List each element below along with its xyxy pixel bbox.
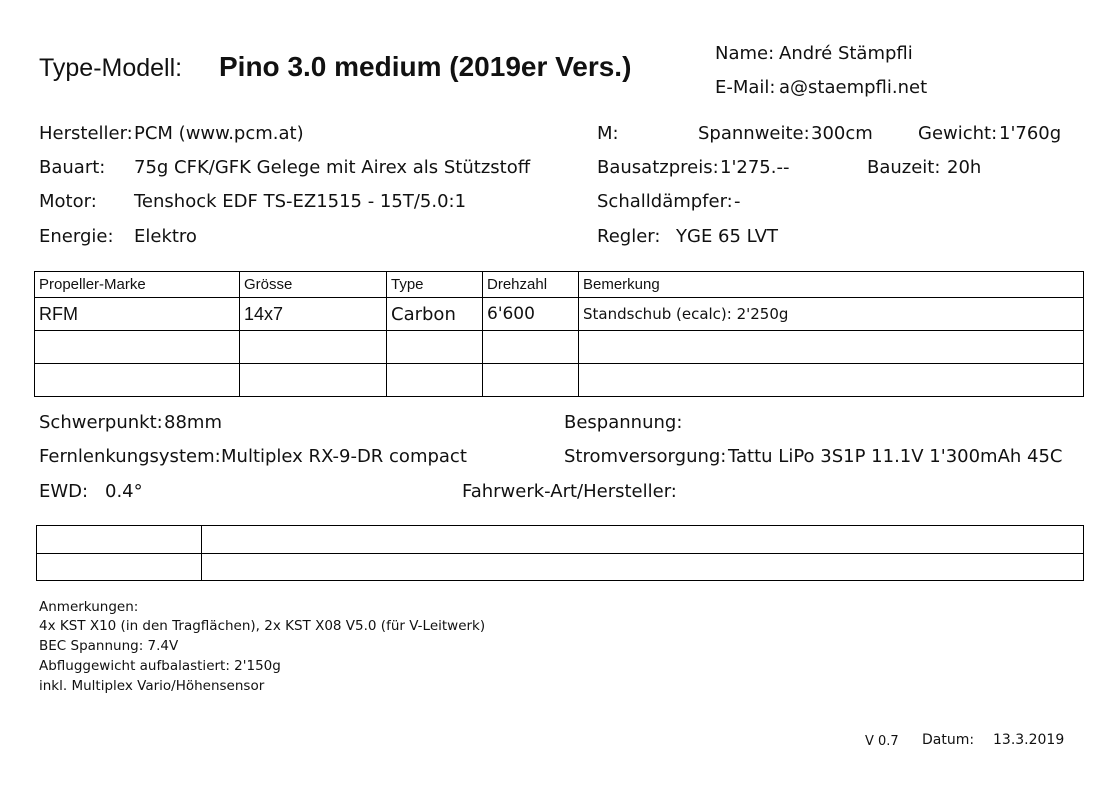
notes-line: Abfluggewicht aufbalastiert: 2'150g xyxy=(39,658,281,674)
cell-empty xyxy=(202,554,1084,581)
header-drehzahl: Drehzahl xyxy=(483,272,579,298)
cell-empty xyxy=(35,331,240,364)
header-bemerkung: Bemerkung xyxy=(579,272,1084,298)
header-propeller-marke: Propeller-Marke xyxy=(35,272,240,298)
fahrwerk-table xyxy=(36,525,1084,581)
spannweite-label: Spannweite: xyxy=(698,123,810,144)
fernlenkung-label: Fernlenkungsystem: xyxy=(39,446,221,467)
regler-label: Regler: xyxy=(597,226,661,247)
table-row xyxy=(35,331,1084,364)
notes-line: BEC Spannung: 7.4V xyxy=(39,638,179,654)
cell-empty xyxy=(35,364,240,397)
regler-value: YGE 65 LVT xyxy=(676,226,779,247)
cell-type: Carbon xyxy=(387,298,483,331)
type-model-value: Pino 3.0 medium (2019er Vers.) xyxy=(219,51,632,82)
schalldaempfer-value: - xyxy=(734,191,741,212)
cell-empty xyxy=(579,331,1084,364)
energie-label: Energie: xyxy=(39,226,114,247)
cell-empty xyxy=(240,364,387,397)
fernlenkung-value: Multiplex RX-9-DR compact xyxy=(221,446,467,467)
datum-value: 13.3.2019 xyxy=(993,732,1065,748)
propeller-table xyxy=(34,271,1084,397)
schwerpunkt-value: 88mm xyxy=(164,412,222,433)
cell-empty xyxy=(483,331,579,364)
cell-empty xyxy=(387,331,483,364)
bauzeit-label: Bauzeit: xyxy=(867,157,941,178)
table-row xyxy=(35,298,1084,331)
cell-empty xyxy=(37,526,202,554)
motor-label: Motor: xyxy=(39,191,97,212)
gewicht-label: Gewicht: xyxy=(918,123,998,144)
name-value: André Stämpfli xyxy=(779,43,913,64)
cell-groesse: 14x7 xyxy=(240,298,387,331)
cell-empty xyxy=(202,526,1084,554)
motor-value: Tenshock EDF TS-EZ1515 - 15T/5.0:1 xyxy=(134,191,467,212)
name-label: Name: xyxy=(715,43,775,64)
table-row xyxy=(37,554,1084,581)
email-value: a@staempfli.net xyxy=(779,77,928,98)
gewicht-value: 1'760g xyxy=(999,123,1062,144)
stromversorgung-label: Stromversorgung: xyxy=(564,446,727,467)
ewd-label: EWD: xyxy=(39,481,89,502)
hersteller-label: Hersteller: xyxy=(39,123,133,144)
bespannung-label: Bespannung: xyxy=(564,412,683,433)
bausatzpreis-value: 1'275.-- xyxy=(720,157,790,178)
email-label: E-Mail: xyxy=(715,77,776,98)
header-type: Type xyxy=(387,272,483,298)
cell-drehzahl: 6'600 xyxy=(483,298,579,331)
stromversorgung-value: Tattu LiPo 3S1P 11.1V 1'300mAh 45C xyxy=(728,446,1063,467)
spannweite-value: 300cm xyxy=(811,123,873,144)
cell-empty xyxy=(579,364,1084,397)
datum-label: Datum: xyxy=(922,732,975,748)
notes-line: 4x KST X10 (in den Tragflächen), 2x KST X08 V5.0 (für V-Leitwerk) xyxy=(39,618,486,634)
table-header-row xyxy=(35,272,1084,298)
cell-bemerkung: Standschub (ecalc): 2'250g xyxy=(579,298,1084,331)
bauzeit-value: 20h xyxy=(947,157,982,178)
schwerpunkt-label: Schwerpunkt: xyxy=(39,412,163,433)
bausatzpreis-label: Bausatzpreis: xyxy=(597,157,719,178)
bauart-label: Bauart: xyxy=(39,157,106,178)
version-label: V 0.7 xyxy=(865,734,899,749)
fahrwerk-label: Fahrwerk-Art/Hersteller: xyxy=(462,481,677,502)
cell-empty xyxy=(240,331,387,364)
cell-marke: RFM xyxy=(35,298,240,331)
cell-empty xyxy=(483,364,579,397)
hersteller-value: PCM (www.pcm.at) xyxy=(134,123,304,144)
notes-block xyxy=(39,598,485,696)
notes-label: Anmerkungen: xyxy=(39,599,139,615)
table-row xyxy=(35,364,1084,397)
header-groesse: Grösse xyxy=(240,272,387,298)
energie-value: Elektro xyxy=(134,226,197,247)
bauart-value: 75g CFK/GFK Gelege mit Airex als Stützstoff xyxy=(134,157,531,178)
notes-line: inkl. Multiplex Vario/Höhensensor xyxy=(39,678,265,694)
table-row xyxy=(37,526,1084,554)
type-model-label: Type-Modell: xyxy=(39,54,183,82)
m-label: M: xyxy=(597,123,619,144)
cell-empty xyxy=(37,554,202,581)
cell-empty xyxy=(387,364,483,397)
schalldaempfer-label: Schalldämpfer: xyxy=(597,191,733,212)
ewd-value: 0.4° xyxy=(105,481,143,502)
